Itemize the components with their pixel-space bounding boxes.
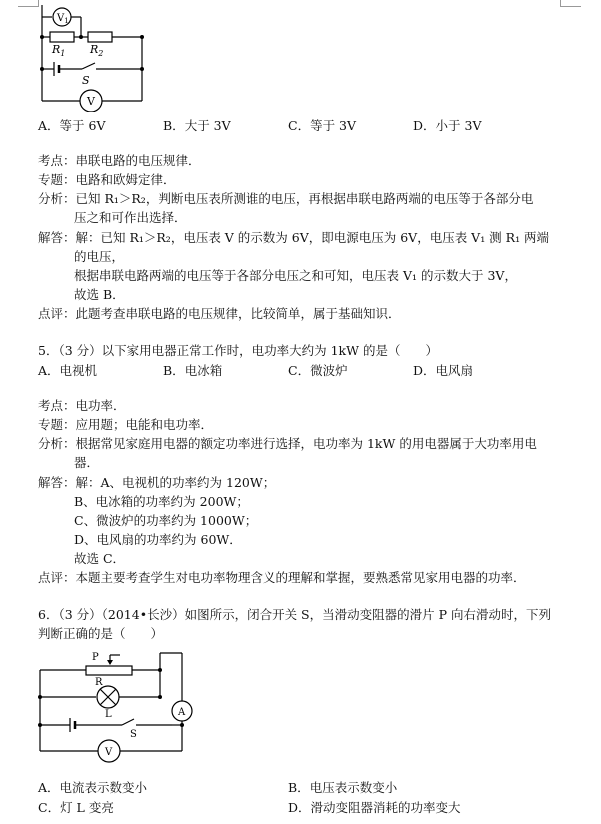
q5-option-d: D．电风扇 (413, 363, 474, 378)
rheostat-circuit-diagram (30, 645, 200, 773)
q4-jieda-cont-1: 的电压， (74, 249, 125, 264)
q4-kaodian: 考点：串联电路的电压规律． (38, 153, 201, 168)
q4-fenxi-cont: 压之和可作出选择． (74, 210, 187, 225)
q5-option-b: B．电冰箱 (163, 363, 223, 378)
q4-option-a: A．等于 6V (38, 118, 106, 133)
q4-jieda-cont-2: 根据串联电路两端的电压等于各部分电压之和可知，电压表 V₁ 的示数大于 3V， (74, 268, 517, 283)
q5-jieda: 解答：解：A、电视机的功率约为 120W； (38, 475, 276, 490)
q6-option-d: D．滑动变阻器消耗的功率变大 (288, 800, 461, 815)
svg-text:L: L (105, 709, 112, 720)
q6-option-b: B．电压表示数变小 (288, 780, 398, 795)
svg-text:S: S (82, 74, 90, 87)
v1-label: $V_1$ (57, 13, 69, 25)
svg-text:P: P (92, 652, 99, 663)
q6-option-c: C．灯 L 变亮 (38, 800, 114, 815)
q4-option-c: C．等于 3V (288, 118, 357, 133)
q6-stem-line1: 6．（3 分）（2014•长沙）如图所示，闭合开关 S，当滑动变阻器的滑片 P 向右滑动时，下列 (38, 607, 551, 622)
q5-option-a: A．电视机 (38, 363, 98, 378)
series-circuit-diagram (30, 0, 150, 112)
svg-text:V: V (87, 95, 95, 108)
page-corner-mark-right (560, 0, 581, 7)
q5-fenxi: 分析：根据常见家庭用电器的额定功率进行选择，电功率为 1kW 的用电器属于大功率用电 (38, 436, 537, 451)
q5-jieda-b: B、电冰箱的功率约为 200W； (74, 494, 249, 509)
svg-text:R: R (95, 677, 103, 688)
svg-text:S: S (130, 729, 137, 740)
q5-jieda-c: C、微波炉的功率约为 1000W； (74, 513, 258, 528)
q4-option-d: D．小于 3V (413, 118, 482, 133)
q5-jieda-answer: 故选 C． (74, 551, 126, 566)
svg-text:A: A (178, 707, 186, 718)
q4-jieda-answer: 故选 B． (74, 287, 125, 302)
q5-jieda-d: D、电风扇的功率约为 60W． (74, 532, 242, 547)
q5-fenxi-cont: 器． (74, 455, 100, 470)
q4-zhuanti: 专题：电路和欧姆定律． (38, 172, 176, 187)
q4-jieda: 解答：解：已知 R₁＞R₂，电压表 V 的示数为 6V，即电源电压为 6V，电压表 V₁ 测 R₁ 两端 (38, 230, 550, 245)
svg-text:R2: $R_2$ (90, 43, 104, 58)
q6-option-a: A．电流表示数变小 (38, 780, 148, 795)
q4-option-b: B．大于 3V (163, 118, 231, 133)
svg-text:V: V (105, 747, 113, 758)
q5-kaodian: 考点：电功率． (38, 398, 126, 413)
svg-text:R1: $R_1$ (52, 43, 66, 58)
q4-dianping: 点评：此题考查串联电路的电压规律，比较简单，属于基础知识． (38, 306, 401, 321)
q5-zhuanti: 专题：应用题；电能和电功率． (38, 417, 214, 432)
q5-option-c: C．微波炉 (288, 363, 348, 378)
q5-dianping: 点评：本题主要考查学生对电功率物理含义的理解和掌握，要熟悉常见家用电器的功率． (38, 570, 526, 585)
q4-fenxi: 分析：已知 R₁＞R₂，判断电压表所测谁的电压，再根据串联电路两端的电压等于各部分电 (38, 191, 534, 206)
q5-stem: 5．（3 分）以下家用电器正常工作时，电功率大约为 1kW 的是（ ） (38, 343, 438, 358)
q6-stem-line2: 判断正确的是（ ） (38, 626, 164, 641)
